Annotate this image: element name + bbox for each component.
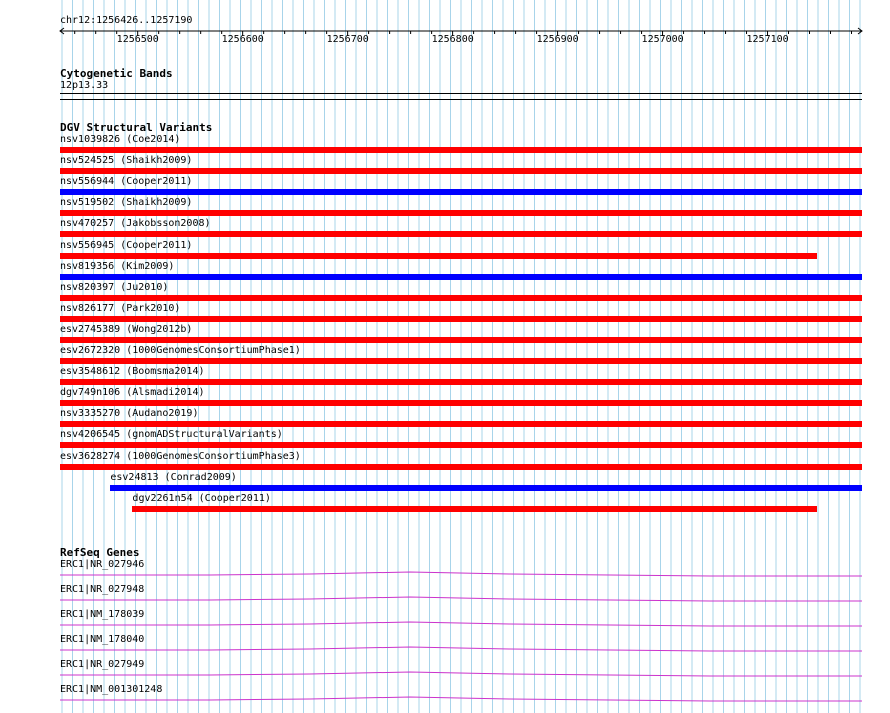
ruler-tick-label: 1257100 <box>746 34 789 45</box>
dgv-variant-bar[interactable] <box>60 337 862 343</box>
ruler-tick-label: 1256700 <box>326 34 369 45</box>
dgv-variant-label[interactable]: esv3628274 (1000GenomesConsortiumPhase3) <box>60 450 301 462</box>
dgv-variant-label[interactable]: nsv4206545 (gnomADStructuralVariants) <box>60 429 283 441</box>
dgv-variant-bar[interactable] <box>60 210 862 216</box>
dgv-variant-bar[interactable] <box>60 253 817 259</box>
refseq-gene-intron-line[interactable] <box>0 646 890 654</box>
refseq-gene-label[interactable]: ERC1|NR_027948 <box>60 584 145 595</box>
dgv-variant-label[interactable]: nsv3335270 (Audano2019) <box>60 408 199 420</box>
dgv-variant-label[interactable]: nsv470257 (Jakobsson2008) <box>60 218 211 230</box>
dgv-variant-label[interactable]: nsv1039826 (Coe2014) <box>60 134 181 145</box>
refseq-gene-intron-line[interactable] <box>0 596 890 604</box>
dgv-variant-bar[interactable] <box>60 295 862 301</box>
dgv-variant-bar[interactable] <box>60 274 862 280</box>
dgv-variant-label[interactable]: esv24813 (Conrad2009) <box>110 471 237 483</box>
cytoband-bar-bottom <box>60 99 862 100</box>
dgv-variant-bar[interactable] <box>60 316 862 322</box>
ruler-tick-label: 1256500 <box>116 34 159 45</box>
refseq-gene-label[interactable]: ERC1|NM_001301248 <box>60 684 163 695</box>
refseq-gene-label[interactable]: ERC1|NM_178040 <box>60 634 145 645</box>
dgv-track-title: DGV Structural Variants <box>60 121 213 134</box>
refseq-gene-label[interactable]: ERC1|NR_027946 <box>60 559 145 570</box>
refseq-gene-label[interactable]: ERC1|NR_027949 <box>60 659 145 670</box>
refseq-gene-intron-line[interactable] <box>0 621 890 629</box>
refseq-track-title: RefSeq Genes <box>60 546 140 559</box>
region-label: chr12:1256426..1257190 <box>60 15 193 26</box>
dgv-variant-label[interactable]: esv2745389 (Wong2012b) <box>60 323 193 335</box>
dgv-variant-bar[interactable] <box>60 442 862 448</box>
dgv-variant-bar[interactable] <box>60 379 862 385</box>
dgv-variant-label[interactable]: nsv519502 (Shaikh2009) <box>60 197 193 209</box>
dgv-variant-label[interactable]: esv3548612 (Boomsma2014) <box>60 366 205 378</box>
ruler-tick-label: 1256800 <box>431 34 474 45</box>
refseq-gene-intron-line[interactable] <box>0 671 890 679</box>
dgv-variant-label[interactable]: nsv524525 (Shaikh2009) <box>60 155 193 167</box>
dgv-variant-bar[interactable] <box>60 464 862 470</box>
dgv-variant-bar[interactable] <box>110 485 862 491</box>
dgv-variant-bar[interactable] <box>60 189 862 195</box>
dgv-variant-label[interactable]: nsv820397 (Ju2010) <box>60 281 169 293</box>
dgv-variant-label[interactable]: nsv826177 (Park2010) <box>60 302 181 314</box>
ruler-tick-label: 1256600 <box>221 34 264 45</box>
ruler-tick-label: 1257000 <box>641 34 684 45</box>
dgv-variant-label[interactable]: nsv556944 (Cooper2011) <box>60 176 193 188</box>
dgv-variant-bar[interactable] <box>60 168 862 174</box>
dgv-variant-label[interactable]: esv2672320 (1000GenomesConsortiumPhase1) <box>60 345 301 356</box>
cytoband-track-title: Cytogenetic Bands <box>60 67 173 80</box>
dgv-variant-label[interactable]: nsv819356 (Kim2009) <box>60 260 175 272</box>
dgv-variant-bar[interactable] <box>132 506 816 512</box>
dgv-variant-bar[interactable] <box>60 400 862 406</box>
refseq-gene-intron-line[interactable] <box>0 696 890 704</box>
dgv-variant-label[interactable]: dgv2261n54 (Cooper2011) <box>132 492 271 504</box>
cytoband-bar-top <box>60 93 862 94</box>
dgv-variant-bar[interactable] <box>60 358 862 364</box>
dgv-variant-bar[interactable] <box>60 421 862 427</box>
cytoband-label[interactable]: 12p13.33 <box>60 80 109 91</box>
ruler-tick-label: 1256900 <box>536 34 579 45</box>
dgv-variant-label[interactable]: dgv749n106 (Alsmadi2014) <box>60 387 205 399</box>
dgv-variant-bar[interactable] <box>60 231 862 237</box>
refseq-gene-intron-line[interactable] <box>0 571 890 579</box>
refseq-gene-label[interactable]: ERC1|NM_178039 <box>60 609 145 620</box>
dgv-variant-label[interactable]: nsv556945 (Cooper2011) <box>60 239 193 251</box>
dgv-variant-bar[interactable] <box>60 147 862 153</box>
